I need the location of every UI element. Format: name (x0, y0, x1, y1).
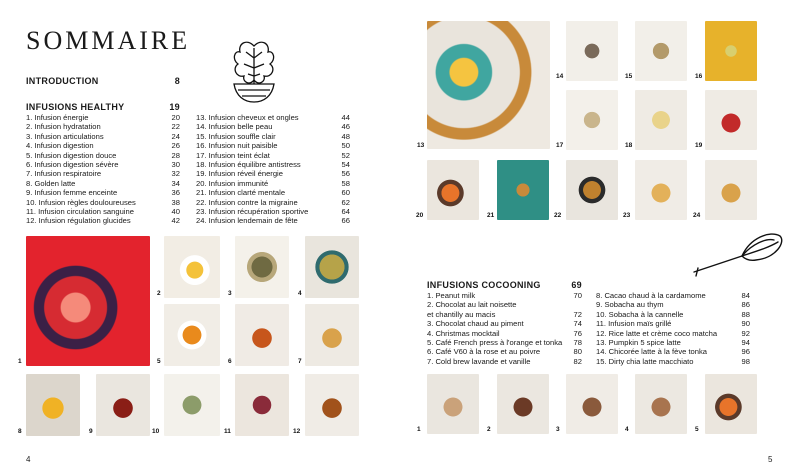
toc-item-label: 5. Café French press à l'orange et tonka (427, 338, 563, 348)
toc-item[interactable] (196, 188, 350, 197)
toc-introduction[interactable] (26, 76, 180, 86)
photo-number: 2 (487, 426, 491, 433)
toc-item[interactable] (596, 347, 750, 356)
toc-item-page: 58 (341, 178, 350, 188)
photo-number: 9 (89, 428, 93, 435)
toc-item-label: 15. Dirty chia latte macchiato (596, 356, 694, 366)
toc-item[interactable] (196, 141, 350, 150)
recipe-photo[interactable] (566, 21, 618, 81)
recipe-photo[interactable] (427, 21, 550, 149)
page-number-left: 4 (26, 455, 31, 464)
recipe-photo[interactable] (26, 236, 150, 366)
recipe-photo[interactable] (164, 304, 220, 366)
toc-item-page: 76 (573, 328, 582, 338)
toc-item[interactable] (196, 216, 350, 225)
toc-item[interactable] (26, 151, 180, 160)
toc-item[interactable] (596, 357, 750, 366)
photo-number: 1 (417, 426, 421, 433)
toc-item-label: 8. Cacao chaud à la cardamome (596, 291, 706, 300)
recipe-photo[interactable] (705, 21, 757, 81)
toc-item[interactable] (427, 310, 582, 319)
toc-item-label: 7. Infusion respiratoire (26, 169, 102, 179)
toc-item[interactable] (427, 300, 582, 309)
toc-item-page: 28 (171, 150, 180, 160)
toc-item-page: 98 (741, 356, 750, 366)
toc-item[interactable] (26, 216, 180, 225)
recipe-photo[interactable] (635, 90, 687, 150)
toc-item-label: 3. Infusion articulations (26, 131, 104, 141)
recipe-photo[interactable] (497, 160, 549, 220)
toc-section-healthy[interactable] (26, 102, 180, 112)
toc-item[interactable] (196, 160, 350, 169)
toc-item[interactable] (196, 169, 350, 178)
photo-number: 22 (554, 212, 562, 219)
toc-item[interactable] (26, 198, 180, 207)
toc-section-healthy-label: INFUSIONS HEALTHY (26, 102, 125, 112)
photo-number: 17 (556, 142, 564, 149)
toc-item[interactable] (26, 160, 180, 169)
toc-item-page: 94 (741, 338, 750, 348)
photo-number: 21 (487, 212, 495, 219)
toc-item-label: 4. Christmas mocktail (427, 328, 500, 338)
toc-item-label: 8. Golden latte (26, 178, 76, 188)
toc-item-label: 11. Infusion circulation sanguine (26, 207, 134, 217)
photo-number: 11 (224, 428, 231, 435)
toc-item-label: et chantilly au macis (427, 309, 496, 319)
toc-item[interactable] (196, 122, 350, 131)
recipe-photo[interactable] (635, 374, 687, 434)
photo-number: 4 (298, 290, 302, 297)
toc-section-healthy-page: 19 (169, 102, 180, 112)
toc-item[interactable] (427, 329, 582, 338)
recipe-photo[interactable] (305, 236, 359, 298)
photo-number: 8 (18, 428, 22, 435)
toc-item[interactable] (26, 113, 180, 122)
toc-item-page: 82 (573, 356, 582, 366)
toc-item[interactable] (26, 132, 180, 141)
toc-item-label: 6. Café V60 à la rose et au poivre (427, 347, 541, 357)
toc-item-label: 9. Infusion femme enceinte (26, 188, 118, 198)
toc-item-label: 7. Cold brew lavande et vanille (427, 356, 531, 366)
photo-number: 10 (152, 428, 160, 435)
recipe-photo[interactable] (705, 374, 757, 434)
toc-item-label: 10. Sobacha à la cannelle (596, 309, 684, 319)
toc-item-label: 24. Infusion lendemain de fête (196, 216, 298, 226)
toc-item-label: 14. Infusion belle peau (196, 122, 273, 132)
toc-item-label: 14. Chicorée latte à la fève tonka (596, 347, 708, 357)
toc-item-page: 48 (341, 131, 350, 141)
toc-item-page: 64 (341, 207, 350, 217)
toc-item-page: 24 (171, 131, 180, 141)
toc-introduction-label: INTRODUCTION (26, 76, 99, 86)
recipe-photo[interactable] (566, 90, 618, 150)
photo-number: 7 (298, 358, 302, 365)
toc-item[interactable] (596, 300, 750, 309)
toc-item-page: 70 (573, 291, 582, 300)
toc-item-page: 84 (741, 291, 750, 300)
photo-number: 2 (157, 290, 161, 297)
toc-item-page: 52 (341, 150, 350, 160)
toc-item-page: 20 (171, 113, 180, 122)
photo-number: 6 (228, 358, 232, 365)
recipe-photo[interactable] (164, 374, 220, 436)
whisk-illustration (690, 228, 786, 278)
photo-number: 19 (695, 142, 703, 149)
toc-item[interactable] (596, 310, 750, 319)
photo-number: 5 (695, 426, 699, 433)
toc-item-page: 86 (741, 300, 750, 310)
toc-item-label: 22. Infusion contre la migraine (196, 197, 298, 207)
toc-item-label: 1. Peanut milk (427, 291, 476, 300)
photo-number: 4 (625, 426, 629, 433)
recipe-photo[interactable] (427, 374, 479, 434)
toc-item-page: 92 (741, 328, 750, 338)
toc-item-page: 54 (341, 160, 350, 170)
toc-item-page: 42 (171, 216, 180, 226)
recipe-photo[interactable] (305, 374, 359, 436)
toc-item[interactable] (196, 207, 350, 216)
toc-item[interactable] (26, 141, 180, 150)
toc-item-page: 66 (341, 216, 350, 226)
toc-section-cocooning[interactable] (427, 280, 582, 290)
toc-item-page: 40 (171, 207, 180, 217)
toc-item-label: 10. Infusion règles douloureuses (26, 197, 136, 207)
photo-number: 12 (293, 428, 301, 435)
recipe-photo[interactable] (235, 374, 289, 436)
toc-item-page: 56 (341, 169, 350, 179)
recipe-photo[interactable] (26, 374, 80, 436)
toc-item-page: 88 (741, 309, 750, 319)
toc-item-page: 62 (341, 197, 350, 207)
toc-item[interactable] (196, 113, 350, 122)
toc-item[interactable] (596, 291, 750, 300)
toc-item-label: 4. Infusion digestion (26, 141, 94, 151)
toc-item-page: 46 (341, 122, 350, 132)
toc-item-label: 13. Infusion cheveux et ongles (196, 113, 299, 122)
photo-number: 20 (416, 212, 424, 219)
toc-item-page: 22 (171, 122, 180, 132)
toc-item-label: 12. Infusion régulation glucides (26, 216, 131, 226)
toc-item[interactable] (427, 338, 582, 347)
toc-item-page: 38 (171, 197, 180, 207)
toc-item-page: 26 (171, 141, 180, 151)
toc-cocooning-col1 (427, 291, 582, 366)
toc-item-label: 1. Infusion énergie (26, 113, 89, 122)
toc-healthy-col1 (26, 113, 180, 226)
toc-item[interactable] (427, 347, 582, 356)
toc-item-label: 16. Infusion nuit paisible (196, 141, 278, 151)
toc-item-label: 3. Chocolat chaud au piment (427, 319, 524, 329)
toc-item-page: 78 (573, 338, 582, 348)
toc-item-page: 96 (741, 347, 750, 357)
toc-cocooning-col2 (596, 291, 750, 366)
recipe-photo[interactable] (305, 304, 359, 366)
toc-item-label: 2. Chocolat au lait noisette (427, 300, 517, 310)
photo-number: 14 (556, 73, 564, 80)
recipe-photo[interactable] (566, 160, 618, 220)
toc-item[interactable] (196, 132, 350, 141)
page-number-right: 5 (768, 455, 773, 464)
toc-item-label: 5. Infusion digestion douce (26, 150, 117, 160)
recipe-photo[interactable] (164, 236, 220, 298)
toc-item-label: 21. Infusion clarté mentale (196, 188, 286, 198)
photo-number: 13 (417, 142, 425, 149)
toc-item-label: 23. Infusion récupération sportive (196, 207, 309, 217)
toc-section-cocooning-page: 69 (571, 280, 582, 290)
toc-item-label: 9. Sobacha au thym (596, 300, 664, 310)
toc-item-page: 90 (741, 319, 750, 329)
page-title: SOMMAIRE (26, 26, 191, 55)
toc-item-page: 32 (171, 169, 180, 179)
toc-item[interactable] (596, 329, 750, 338)
photo-number: 24 (693, 212, 701, 219)
toc-item[interactable] (596, 319, 750, 328)
photo-number: 3 (228, 290, 232, 297)
toc-item-label: 18. Infusion équilibre antistress (196, 160, 301, 170)
toc-item[interactable] (26, 188, 180, 197)
recipe-photo[interactable] (705, 160, 757, 220)
toc-item[interactable] (196, 151, 350, 160)
toc-introduction-page: 8 (174, 76, 180, 86)
toc-item-label: 19. Infusion réveil énergie (196, 169, 283, 179)
recipe-photo[interactable] (497, 374, 549, 434)
toc-item[interactable] (596, 338, 750, 347)
toc-item[interactable] (427, 357, 582, 366)
toc-item[interactable] (26, 122, 180, 131)
toc-item[interactable] (26, 179, 180, 188)
toc-item-page: 36 (171, 188, 180, 198)
toc-item[interactable] (26, 169, 180, 178)
toc-item[interactable] (196, 179, 350, 188)
toc-item-page: 34 (171, 178, 180, 188)
recipe-photo[interactable] (635, 21, 687, 81)
toc-item-label: 2. Infusion hydratation (26, 122, 101, 132)
recipe-photo[interactable] (96, 374, 150, 436)
toc-item[interactable] (196, 198, 350, 207)
toc-item-label: 20. Infusion immunité (196, 178, 269, 188)
toc-item-label: 15. Infusion souffle clair (196, 131, 276, 141)
toc-item-page: 72 (573, 309, 582, 319)
recipe-photo[interactable] (705, 90, 757, 150)
photo-number: 23 (623, 212, 631, 219)
toc-item[interactable] (427, 291, 582, 300)
toc-item-page: 44 (341, 113, 350, 122)
toc-section-cocooning-label: INFUSIONS COCOONING (427, 280, 541, 290)
recipe-photo[interactable] (235, 236, 289, 298)
toc-item-page: 80 (573, 347, 582, 357)
photo-number: 1 (18, 358, 22, 365)
toc-item[interactable] (427, 319, 582, 328)
recipe-photo[interactable] (566, 374, 618, 434)
recipe-photo[interactable] (635, 160, 687, 220)
recipe-photo[interactable] (235, 304, 289, 366)
photo-number: 18 (625, 142, 633, 149)
toc-item-label: 17. Infusion teint éclat (196, 150, 270, 160)
recipe-photo[interactable] (427, 160, 479, 220)
toc-item-label: 11. Infusion maïs grillé (596, 319, 672, 329)
toc-item-page: 74 (573, 319, 582, 329)
toc-item-label: 12. Rice latte et crème coco matcha (596, 328, 718, 338)
toc-item-label: 13. Pumpkin 5 spice latte (596, 338, 681, 348)
toc-healthy-col2 (196, 113, 350, 226)
toc-item-page: 60 (341, 188, 350, 198)
toc-item-page: 30 (171, 160, 180, 170)
herb-bowl-illustration (228, 36, 280, 108)
photo-number: 3 (556, 426, 560, 433)
toc-item[interactable] (26, 207, 180, 216)
toc-item-label: 6. Infusion digestion sévère (26, 160, 119, 170)
photo-number: 5 (157, 358, 161, 365)
photo-number: 16 (695, 73, 703, 80)
photo-number: 15 (625, 73, 633, 80)
toc-item-page: 50 (341, 141, 350, 151)
